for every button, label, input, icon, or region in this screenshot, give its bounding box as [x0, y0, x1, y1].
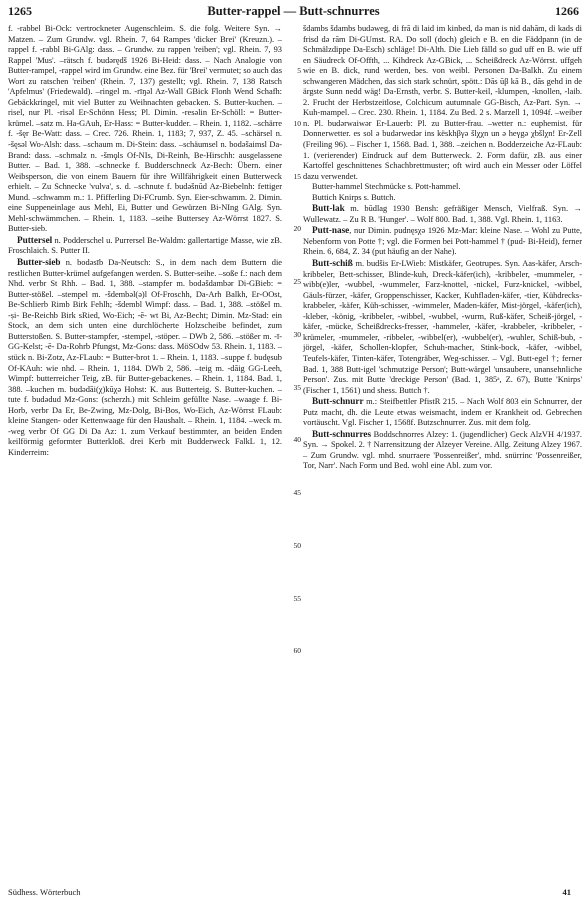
entry-text: Butter-hammel Stechmücke s. Pott-hammel. [312, 182, 461, 192]
entry-text: n. bodəsīb Da-Neutsch: S., in dem nach dem Buttern die restlichen Butter-krümel aufgefangen werden. S. Butter-seihe. –soße f.: nach dem Nhd. verbr St Rhh. – Bad. 1, 388. –stampfer m. bodəšdambər Di-GBieb: = Butter-stößel. –stempel m. -šdembəl(ə)l Of-Froschh, Da-Arh Balkh, Er-OOst, Be-Schlierb Rimb Birk Fehlh; -šdembl Wimpf: dass. – Bad. 1, 388. –stößel m. -ṣi- Be-Reichb Birk sRied, Wo-Eich; -ē- wt Bi, Az-Becht; Dimin. Mz-Stad: ein Stock, an dem sich unten eine durchlöcherte Holzscheibe befindet, zum Butterstoßen. S. Butter-stampfer, -stempel, -stöper. – DWb 2, 586. –stößer m. -ī- GG-Kelst; -ē- Da-Rohrb Pfungst, Mz-Gons: dass. MöSOdw 53. Rhein. 1, 1183. –stück n. Bi-Zotz, Az-FLaub: = Butter-brot 1. – Rhein. 1, 1183. –suppe f. budęsub Of-KAuh: wie nhd. – Rhein. 1, 1184. DWb 2, 586. –teig m. -dāig GG-Leeh, Wimpf: butterreicher Teig, zB. für Butter-gebackenes. – Rhein. 1, 1184. Bad. 1, 388. –kuchen m. budədāi(χ)kūχə Hohst: K. aus Butterteig. S. Butter-kuchen. –tute f. budədud Mz-Gons: (scherzh.) mit Schleim gefüllte Nase. –waage f. Bi-Horb, verbr Da Er, Be-Zwing, Mz-Dolg, Bi-Bos, Wo-Eich, Az-Wörrst FLaub: kleine Stangen- oder Kettenwaage für den Haushalt. – Rhein. 1, 1184. –weck m. -weg verbr Of GG Di Da Az: 1. zum Verkauf bestimmter, an beiden Enden keilförmig geformter Butterkloß. drei Kerb mit Budderweck FalkL 1, 12. Kinderreim: [8, 258, 282, 457]
footer-title: Südhess. Wörterbuch [8, 887, 81, 897]
page-header [8, 4, 579, 22]
entry-headword: Butt-lak [312, 203, 345, 214]
dictionary-entry [303, 193, 582, 204]
entry-headword: Puttersel [17, 234, 53, 245]
dictionary-entry [8, 24, 282, 235]
entry-headword: Putt-nase [312, 225, 350, 236]
dictionary-entry [303, 396, 582, 429]
line-number: 35 [293, 382, 301, 392]
line-number: 25 [293, 277, 301, 287]
dictionary-entry [303, 182, 582, 193]
entry-text: šdambs šdambs budəweg, di frā di laid im kinbed, də man is nid dahām, di kads di frisd də rām Di-GUmst. RA. Do soll (doch) gleich e B. en die Fäddpann (in de Schmälzdippe Da-Esch) schläge! Di-Alth. Die Lieb fälld so gud uff en B. wie uff en Säudreck Of-Offth, ... Kihdreck Az-GBick, ... Scheißdreck Az-Wörrst. uffgeh wie en B. dick, rund werden, bes. von weibl. Personen Da-Balkh. Zu einem schwangeren Mädchen, das sich stark schnürt, spött.: Dās ūβ kā B., dās gehd in de ärgste Sunn nedd wäg! Da-Ernsth, verbr. S. Butter-keil, -klumpen, -knollen, -laib. 2. Frucht der Herbstzeitlose, Colchicum autumnale GG-Bisch, Az-Part. Syn. → Kuh-mampel. – Crec. 230. Rhein. 1, 1184. Zu Bed. 2 s. Marzell 1, 1094f. –weiber n. Pl. budərwaiwər Er-Lauerb: Pl. zu Butter-frau. –wetter n.: euphemist. für Donnerwetter. es sol ə budərwedər ins këskhβγə šlχχn un ə heγgə χbšlχn! Er-Zell (Freiling 96). – Fischer 1, 1568. Bad. 1, 388. –zeichen n. Bodderzeiche Az-FLaub: 1. (verierender) Eindruck auf dem Butterweck. 2. Form dafür, zB. aus einer Kartoffel geschnittenes Schachbrettmuster; oft wird auch ein Messer oder Löffel dazu verwendet. [303, 24, 582, 181]
page-number-right: 1266 [555, 4, 579, 18]
line-number: 40 [293, 435, 301, 445]
dictionary-entry [303, 203, 582, 225]
line-number: 15 [293, 171, 301, 181]
entry-text: m. budšis Er-LWieb: Mistkäfer, Geotrupes. Syn. Aas-käfer, Arsch-kribbeler, Bett-schisser, Blinde-kuh, Dreck-käfer(ich), -kribbeler, -mummeler, -wibb(e)ler, -wubbel, -wummeler, Farz-knottel, -nickel, Furz-knickel, -wibbel, Gäuls-fürzer, -käfer, Groppenschisser, Kacker, Kuhfladen-käfer, -tier, Kühdrecks-krabbeler, -käfer, Küh-schisser, -wimmeler, Maden-käfer, Mist-jörgel, -käfer(ich), -kleber, -könig, -kribbeler, -wibbel, -wubbel, -wurm, Ruß-käfer, Scheiß-jörgel, -käfer, -mücke, Scheißdrecks-fresser, -hammeler, -käfer, -krabbeler, -kribbeler, -krümeler, -mummeler, -ribbeler, -wibbel(er), -wubbel(er), -wuhler, Schiß-bub, -jörgel, -käfer, Schollen-klopfer, Schuh-macher, Stink-bock, -käfer, -wibbel, Teufels-käfer, Tinten-käfer, Totengräber, Weg-schisser. – Vgl. Butt-egel †; ferner Bad. 1, 388 Butt-igel 'schmutzige Person'; Butt-wärgel 'unsaubere, unansehnliche Person'. Zus. mit Butte 'dreckige Person' (Bad. 1, 385ᵃ, Z. 67), Butte 'Knirps' (Fischer 1, 1561) und shess. Buttch †. [303, 259, 582, 395]
dictionary-entry [303, 258, 582, 396]
line-number: 60 [293, 646, 301, 656]
entry-headword: Butt-schiß [312, 258, 353, 269]
page-number-left: 1265 [8, 4, 32, 18]
entry-text: Buttich Knirps s. Buttch. [312, 192, 396, 202]
line-number: 5 [297, 66, 301, 76]
dictionary-entry [303, 429, 582, 472]
entry-headword: Butt-schnurr [312, 396, 364, 407]
entry-headword: Butter-sieb [17, 257, 61, 268]
dictionary-entry [8, 257, 282, 458]
line-number: 10 [293, 118, 301, 128]
entry-headword: Butt-schnurres [312, 428, 372, 439]
running-title: Butter-rappel — Butt-schnurres [207, 4, 380, 18]
line-number: 30 [293, 329, 301, 339]
page-footer [8, 887, 579, 901]
entry-text: Boddschnorres Alzey: 1. (jugendlicher) Geck AlzVH 4/1937. Syn. → Spokel. 2. † Narrensitzung der Alzeyer Vereine. Allg. Zeitung Alzey 1967. – Zum Grundw. vgl. mhd. snurraere 'Possenreißer', mhd. snürrinc 'Possenreißer, Tor, Narr'. Nach Form und Bed. wohl eine Abl. zum vor. [303, 429, 582, 471]
entry-text: f. -rabbel Bi-Ock: vertrockneter Augenschleim. S. die folg. Weitere Syn. → Matzen. – Zum Grundw. vgl. Rhein. 7, 64 Rampes 'dicker Brei' (Kreuzn.). –rappel f. -rabbl Bi-GAlg: dass. – Grundw. zu rappen 'reiben'; vgl. Rhein. 7, 93 Rappel 'Mus'. –rätsch f. budərędš 1926 Bi-Heid: dass. – Nach Analogie von Butter-rampel, -rappel wird im Grundw. eine Bez. für 'Brei' vermutet; so auch das Wort zu ratschen 'reiben' (Rhein. 7, 137) gestellt; vgl. Rhein. 7, 138 Ratsch 'Apfelmus' (Friedewald). –ringel m. -rīŋəl Az-Wall GBick Flonh Wend Schafh: Gebäckkringel, mit viel Butter zu Weihnachten gebacken. S. Butter-kuchen. –risel, nur Pl. -risəl Er-Schönn Hess; Pl. Dimin. -resəlin Er-Schöll: = Butter-krümel. –satz m. Ha-GAuh, Er-Hass: = Butter-kudder. – Rhein. 1, 1182. –schärre f. -šęr Be-Watt: dass. – Crec. 726. Rhein. 1, 1183; 7, 937, Z. 45. –schärsel n. -šęsəl Wo-Alsh: dass. –schaum m. Di-Stein: dass. –schäumsel n. bodəšaimsl Da-Brand: dass. –schmalz n. -šmǫls Of-NIs, Di-Reinh, Be-Hirschh: ausgelassene Butter. – Bad. 1, 388. –schnecke f. Budderschneck Az-Bech: Übern. einer Weibsperson, die von einem Bauern für ihre Willfährigkeit einen Butterweck erhielt. – Zu Schnecke 'vulva', s. d. –schnute f. budəšnūd Az-Biebelnh: fettiger Mund. –schwamm m.: 1. Pfifferling Di-FCrumb. Syn. Eier-schwamm. 2. Dimin. eine Suppeneinlage aus Mehl, Ei, Butter und Gewürzen Bi-NIng GAlg. Syn. Mehl-schwämmchen. – Rhein. 1, 1183. –seihe Buttersey Az-Wörrst 1827. S. Butter-sieb. [8, 24, 282, 234]
entry-text: m.: Steifbettler PfistR 215. – Nach Wolf 803 ein Schnurrer, der Putz macht, dh. die Leute etwas weismacht, indem er Krankheit od. Gebrechen vortäuscht. Vgl. Fischer 1, 1568f. Butzschnurrer. Zus. mit dem folg. [303, 397, 582, 428]
footer-signature: 41 [562, 887, 571, 897]
line-number: 55 [293, 593, 301, 603]
entry-text: n. Podderschel u. Purrersel Be-Waldm: gallertartige Masse, wie zB. Froschlaich. S. Putter II. [8, 235, 282, 256]
line-number: 45 [293, 488, 301, 498]
left-column [8, 24, 282, 458]
line-number: 50 [293, 540, 301, 550]
dictionary-entry [303, 24, 582, 182]
entry-text: , nur Dimin. pudnęsχə 1926 Mz-Mar: kleine Nase. – Wohl zu Putte, Nebenform von Potte †; vgl. die Formen bei Pott-hammel † (pud- Bi-Heid), ferner Rhein. 6, 684, Z. 34 (put häufig an der Nahe). [303, 226, 582, 257]
entry-text: m. būdlag 1930 Bensh: gefräßiger Mensch, Vielfraß. Syn. → Wullewatz. – Zu R B. 'Hunger'. – Wolf 800. Bad. 1, 388. Vgl. Rhein. 1, 1163. [303, 204, 582, 224]
dictionary-entry [8, 235, 282, 257]
dictionary-entry [303, 225, 582, 258]
line-number-gutter [285, 24, 301, 874]
right-column [303, 24, 582, 472]
line-number: 20 [293, 224, 301, 234]
